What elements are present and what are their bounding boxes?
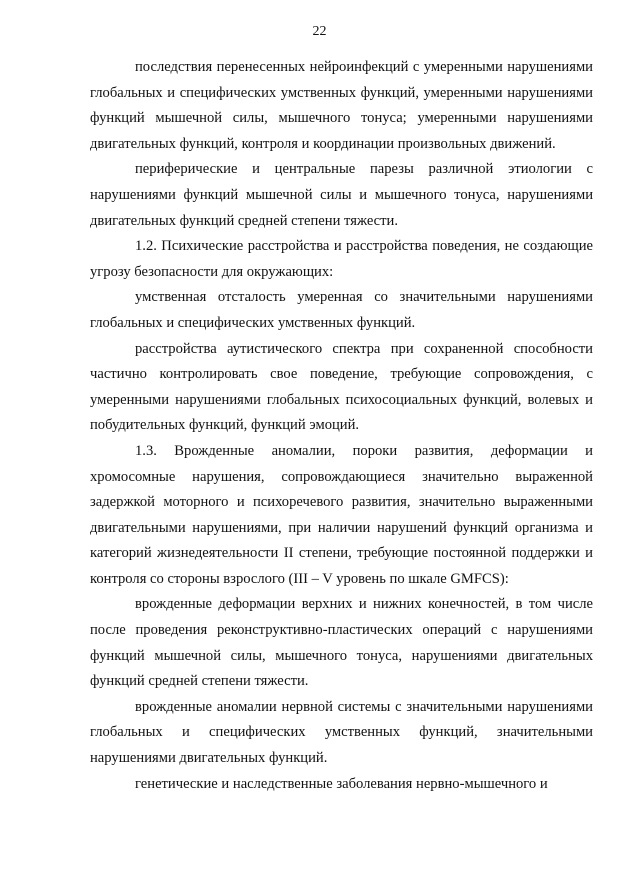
document-body [90, 55, 593, 797]
paragraph-limb-deformities: врожденные деформации верхних и нижних конечностей, в том числе после проведения реконструктивно-пластических операций с нарушениями функций мышечной силы, мышечного тонуса, нарушениями двигательных функций средней степени тяжести. [90, 596, 593, 690]
paragraph-paresis: периферические и центральные парезы различной этиологии с нарушениями функций мышечной силы и мышечного тонуса, нарушениями двигательных функций средней степени тяжести. [90, 161, 593, 229]
page-number: 22 [312, 24, 327, 39]
section-1-2-heading: 1.2. Психические расстройства и расстройства поведения, не создающие угрозу безопасности для окружающих: [90, 238, 593, 280]
paragraph-genetic-diseases: генетические и наследственные заболевания нервно-мышечного и [135, 775, 548, 792]
paragraph-intellectual-disability: умственная отсталость умеренная со значительными нарушениями глобальных и специфических умственных функций. [90, 289, 593, 331]
section-1-3-heading: 1.3. Врожденные аномалии, пороки развития, деформации и хромосомные нарушения, сопровождающиеся значительно выраженной задержкой моторного и психоречевого развития, значительно выраженными двигательными нарушениями, при наличии нарушений функций организма и категорий жизнедеятельности II степени, требующие постоянной поддержки и контроля со стороны взрослого (III – V уровень по шкале GMFCS): [90, 442, 593, 587]
paragraph-autism-spectrum: расстройства аутистического спектра при сохраненной способности частично контролировать свое поведение, требующие сопровождения, с умеренными нарушениями глобальных психосоциальных функций, волевых и побудительных функций, функций эмоций. [90, 340, 593, 434]
paragraph-neuroinfection-consequences: последствия перенесенных нейроинфекций с умеренными нарушениями глобальных и специфических умственных функций, умеренными нарушениями функций мышечной силы, мышечного тонуса; умеренными нарушениями двигательных функций, контроля и координации произвольных движений. [90, 59, 593, 152]
paragraph-nervous-system-anomalies: врожденные аномалии нервной системы с значительными нарушениями глобальных и специфических умственных функций, значительными нарушениями двигательных функций. [90, 698, 593, 767]
